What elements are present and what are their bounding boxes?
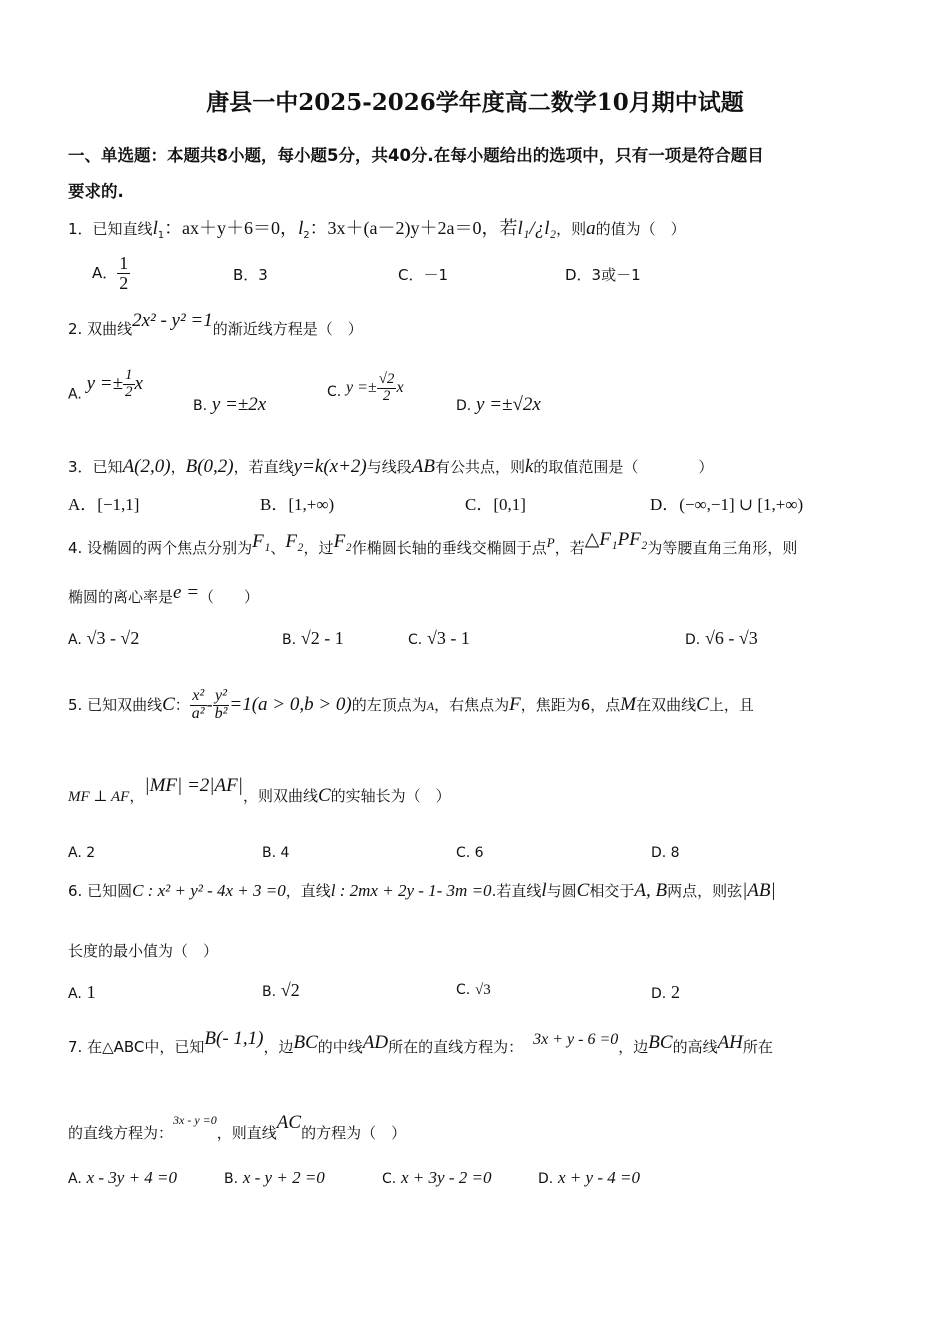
q4-line2: 椭圆的离心率是e =（ ）: [68, 582, 260, 606]
q7-option-a[interactable]: A. x - 3y + 4 =0: [68, 1168, 178, 1187]
question-6: 6. 已知圆C : x² + y² - 4x + 3 =0，直线l : 2mx + 2y - 1- 3m =0.若直线l与圆C相交于A, B两点，则弦|AB|: [68, 880, 776, 901]
q6-line2: 长度的最小值为（ ）: [68, 942, 219, 960]
section-header-line1: 一、单选题：本题共8小题，每小题5分，共40分.在每小题给出的选项中，只有一项是符合题目: [68, 146, 764, 165]
q1-l2-eq: ：3x＋(a－2)y＋2a＝0，若: [309, 218, 518, 238]
q1-text: 已知直线: [92, 220, 153, 238]
q1-l2: l: [298, 218, 304, 239]
q1-condition: l₁/¿l₂: [517, 218, 557, 239]
q1-post: ，则: [556, 220, 587, 238]
q1-number: 1．: [68, 220, 93, 238]
page-title: 唐县一中2025-2026学年度高二数学10月期中试题: [206, 89, 744, 116]
q3-option-d[interactable]: D．(−∞,−1] ∪ [1,+∞): [650, 495, 804, 514]
q1-option-c[interactable]: C．－1: [398, 266, 449, 284]
question-2: 2. 双曲线2x² - y² =1的渐近线方程是（ ）: [68, 310, 363, 338]
question-4: 4. 设椭圆的两个焦点分别为F₁、F₂，过F₂作椭圆长轴的垂线交椭圆于点P，若△F₁PF₂为等腰直角三角形，则: [68, 529, 798, 557]
q7-option-d[interactable]: D. x + y - 4 =0: [538, 1168, 640, 1187]
q5-option-b[interactable]: B. 4: [262, 845, 290, 861]
q5-option-d[interactable]: D. 8: [651, 845, 680, 861]
q1-option-a[interactable]: A． $\frac{1}{2}$: [92, 253, 129, 293]
q4-option-c[interactable]: C. √3 - 1: [408, 628, 470, 648]
q1-option-a-fraction: $\frac{1}{2}$: [119, 253, 129, 293]
q2-option-b[interactable]: B. y =±2x: [193, 394, 267, 415]
q1-l1-eq: ：ax＋y＋6＝0，: [164, 218, 299, 238]
q5-option-a[interactable]: A. 2: [68, 845, 96, 861]
q7-option-c[interactable]: C. x + 3y - 2 =0: [382, 1168, 492, 1187]
q7-option-b[interactable]: B. x - y + 2 =0: [224, 1168, 325, 1187]
q2-option-a[interactable]: A. y =± $\frac{1}{2}$ x: [68, 367, 143, 403]
q3-option-c[interactable]: C．[0,1]: [465, 495, 526, 514]
q6-option-c[interactable]: C. √3: [456, 982, 491, 998]
section-header-line2: 要求的.: [68, 182, 124, 201]
q6-option-d[interactable]: D. 2: [651, 982, 681, 1002]
q2-option-d[interactable]: D. y =±√2x: [456, 394, 541, 415]
question-7: 7. 在△ABC中，已知B(- 1,1)，边BC的中线AD所在的直线方程为： 3x + y - 6 =0，边BC的高线AH所在: [68, 1028, 773, 1056]
q1-option-d[interactable]: D．3或－1: [565, 266, 641, 284]
q1-tail: 的值为（ ）: [595, 220, 686, 238]
question-1: 1．已知直线$l_1$：ax＋y＋6＝0，$l_2$：3x＋(a－2)y＋2a＝0，若l₁/¿l₂，则a的值为（ ）: [68, 218, 686, 241]
q2-equation: 2x² - y² =1: [132, 310, 213, 331]
q4-option-b[interactable]: B. √2 - 1: [282, 628, 344, 648]
q1-l1: l: [152, 218, 158, 239]
q6-option-a[interactable]: A. 1: [68, 982, 96, 1002]
q7-line2: 的直线方程为：$^{3x - y =0}$，则直线AC的方程为（ ）: [68, 1112, 407, 1142]
question-5: 5. 已知双曲线C： $\frac{\text{x²}}{\text{a²}}$ - $\frac{\text{y²}}{\text{b²}}$ =1(a > 0,b > 0)的左顶点为A，右焦点为F，焦距为6，点M在双曲线C上，且: [68, 687, 754, 722]
q2-option-c[interactable]: C. y =± $\frac{√2}{2}$ x: [327, 371, 404, 404]
q5-option-c[interactable]: C. 6: [456, 845, 484, 861]
q4-option-a[interactable]: A. √3 - √2: [68, 628, 140, 648]
q1-var: a: [586, 218, 596, 239]
q6-option-b[interactable]: B. √2: [262, 980, 300, 1000]
question-3: 3．已知A(2,0)，B(0,2)，若直线y=k(x+2)与线段AB有公共点，则k的取值范围是（ ）: [68, 456, 714, 477]
q4-option-d[interactable]: D. √6 - √3: [685, 628, 758, 648]
q3-option-b[interactable]: B．[1,+∞): [260, 495, 335, 514]
q3-option-a[interactable]: A．[−1,1]: [68, 495, 140, 514]
q1-option-b[interactable]: B．3: [233, 266, 268, 284]
q5-line2: MF ⊥ AF，|MF| =2|AF|，则双曲线C的实轴长为（ ）: [68, 775, 451, 806]
